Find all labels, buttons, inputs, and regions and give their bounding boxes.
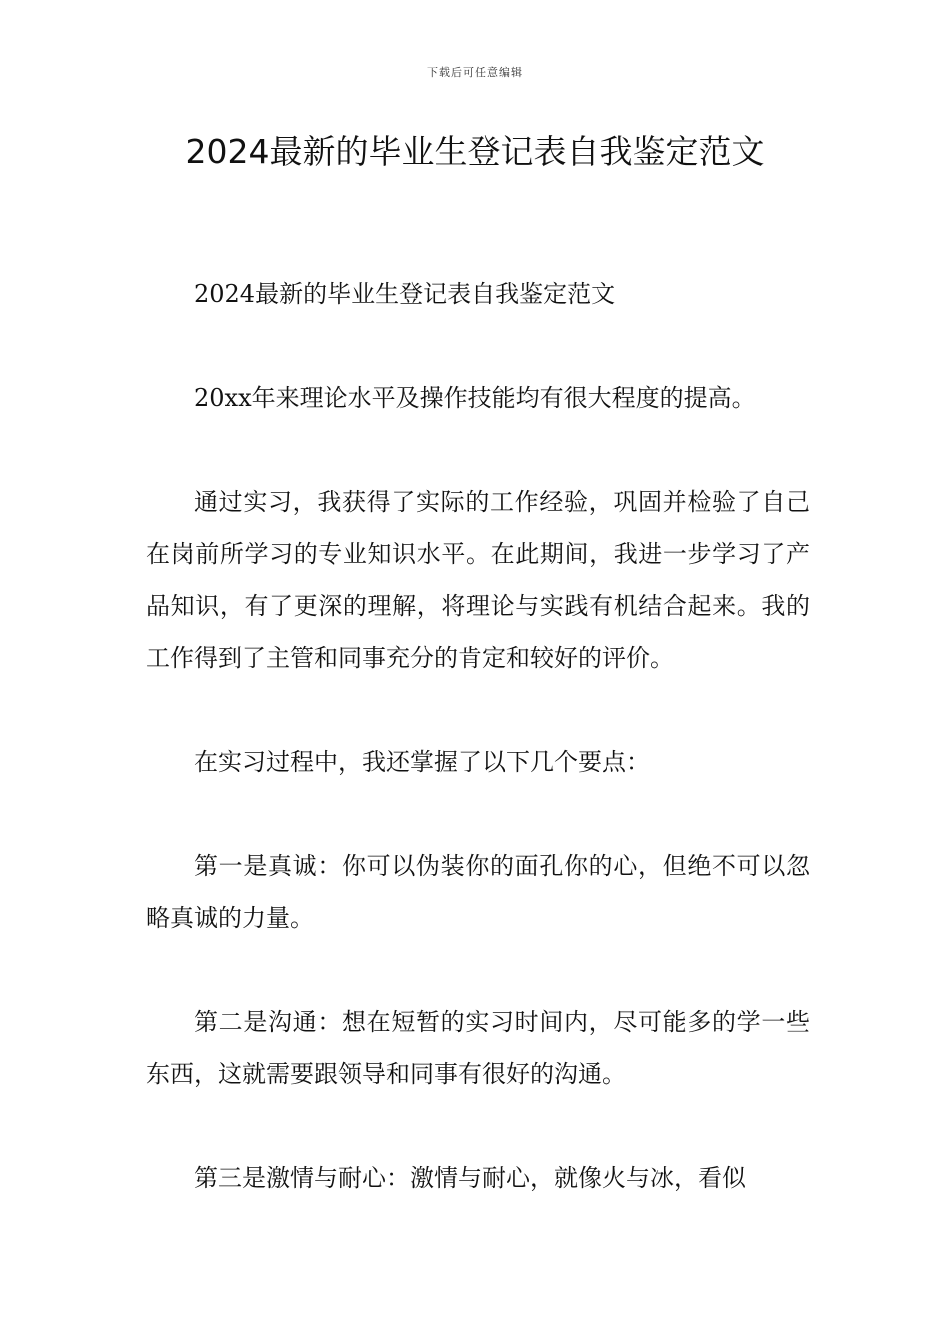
paragraph: 2024最新的毕业生登记表自我鉴定范文 (194, 280, 616, 308)
paragraph: 通过实习，我获得了实际的工作经验，巩固并检验了自己在岗前所学习的专业知识水平。在此期间，我进一步学习了产品知识，有了更深的理解，将理论与实践有机结合起来。我的工作得到了主管和同事充分的肯定和较好的评价。 (146, 488, 810, 672)
paragraph: 20xx年来理论水平及操作技能均有很大程度的提高。 (194, 384, 756, 412)
header-note: 下载后可任意编辑 (427, 66, 523, 79)
paragraph: 第一是真诚：你可以伪装你的面孔你的心，但绝不可以忽略真诚的力量。 (146, 852, 810, 932)
document-body (146, 268, 810, 1256)
paragraph: 第三是激情与耐心：激情与耐心，就像火与冰，看似 (194, 1164, 746, 1192)
paragraph: 在实习过程中，我还掌握了以下几个要点： (194, 748, 650, 776)
document-title: 2024最新的毕业生登记表自我鉴定范文 (185, 132, 765, 171)
paragraph: 第二是沟通：想在短暂的实习时间内，尽可能多的学一些东西，这就需要跟领导和同事有很好的沟通。 (146, 1008, 810, 1088)
